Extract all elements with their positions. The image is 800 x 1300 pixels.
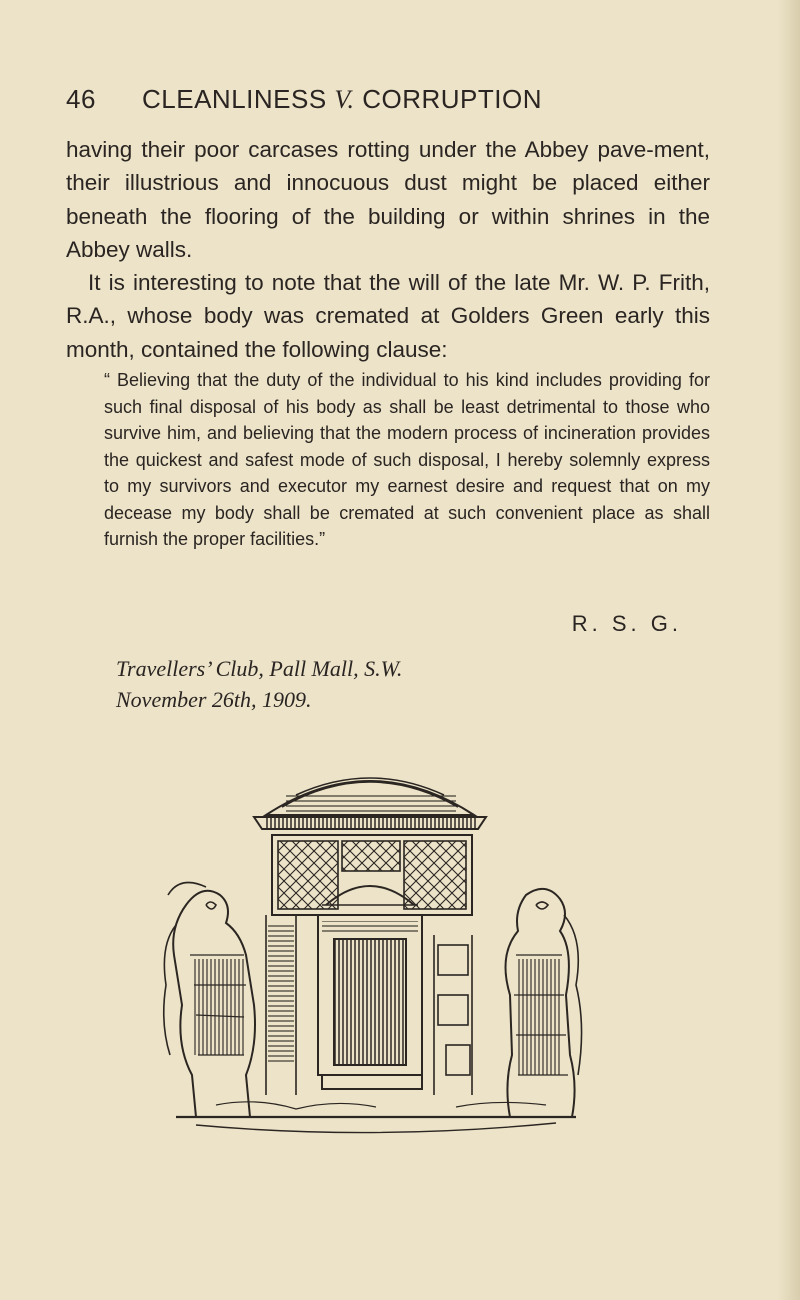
title-part-2: CORRUPTION — [362, 84, 542, 114]
running-title — [142, 84, 542, 115]
paragraph-1: having their poor carcases rotting under the Abbey pave-ment, their illustrious and innocuous dust might be placed either beneath the flooring of the building or within shrines in the Abbey walls. — [66, 137, 710, 263]
title-versus: V. — [334, 85, 355, 114]
cremation-shrine-illustration-icon — [146, 755, 594, 1135]
signature-address: Travellers’ Club, Pall Mall, S.W. — [116, 656, 403, 681]
signature-date: November 26th, 1909. — [116, 687, 312, 712]
paragraph-2: It is interesting to note that the will of the late Mr. W. P. Frith, R.A., whose body was cremated at Golders Green early this month, contained the following clause: — [66, 270, 710, 362]
running-header — [66, 84, 626, 124]
will-clause-quote: “ Believing that the duty of the individual to his kind includes providing for such final disposal of his body as shall be least detrimental to those who survive him, and believing that the modern process of incineration provides the quickest and safest mode of such disposal, I hereby solemnly express to my survivors and executor my earnest desire and request that on my decease my body shall be cremated at such convenient place as shall furnish the proper facilities.” — [104, 370, 710, 549]
page-edge-shadow — [778, 0, 800, 1300]
page-number: 46 — [66, 84, 96, 114]
title-part-1: CLEANLINESS — [142, 84, 327, 114]
signature-initials: R. S. G. — [571, 611, 682, 636]
